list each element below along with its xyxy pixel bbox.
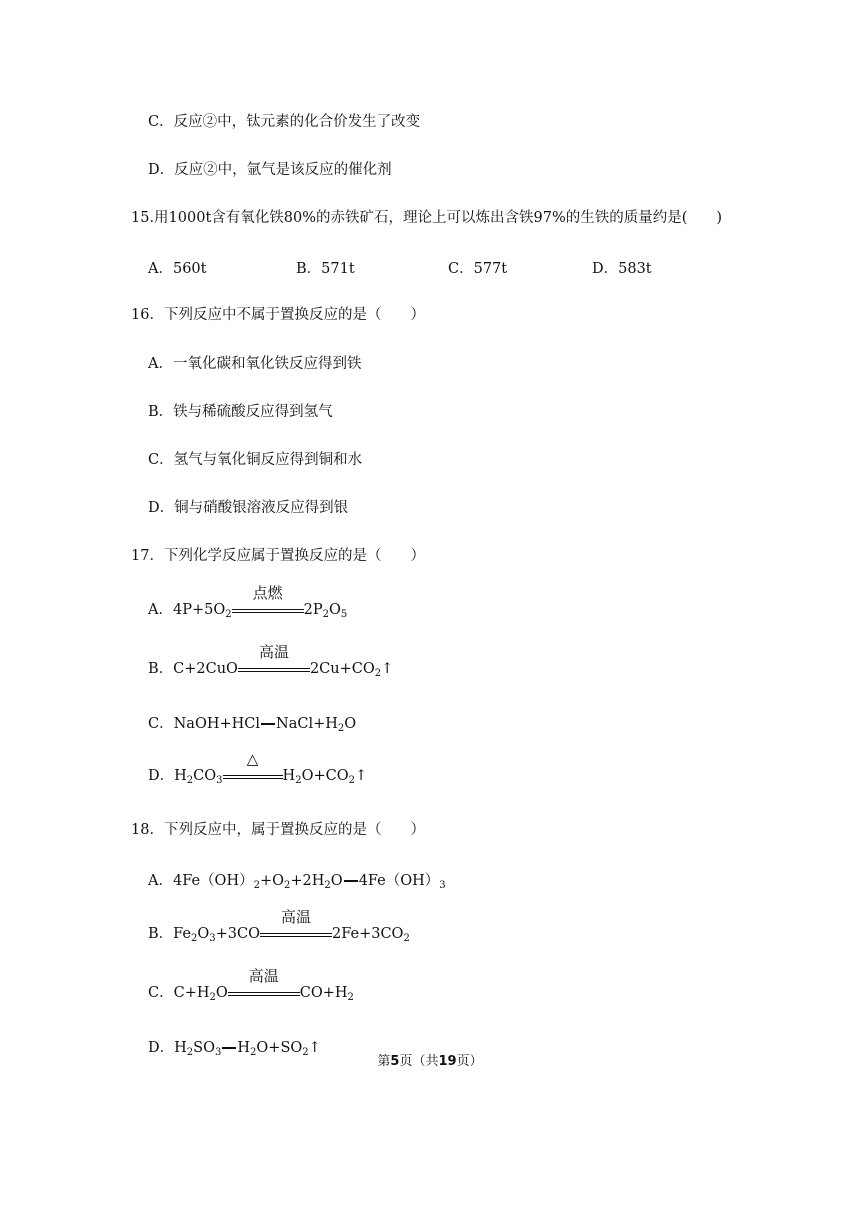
q16-stem: 16．下列反应中不属于置换反应的是（ ） bbox=[131, 307, 425, 323]
q17-option-c-label: C． bbox=[148, 716, 174, 732]
q17-option-b-label: B． bbox=[148, 661, 174, 677]
q18-option-b-products: $2Fe+3CO_2$ bbox=[332, 926, 410, 944]
q18-option-b bbox=[148, 908, 410, 944]
footer-total-pages: 19 bbox=[438, 1054, 457, 1069]
condition-label: 高温 bbox=[258, 643, 289, 661]
q15-stem: 15.用1000t含有氧化铁80%的赤铁矿石，理论上可以炼出含铁97%的生铁的质量约是( ) bbox=[131, 210, 723, 226]
q17-option-b bbox=[148, 643, 394, 679]
q18-option-a-label: A． bbox=[148, 873, 173, 889]
footer-suffix: 页） bbox=[456, 1054, 483, 1069]
q18-option-d-equation: $H_2SO_3$ $H_2O+SO_2↑$ bbox=[174, 1040, 321, 1058]
q18-option-b-reactants: $Fe_2O_3+3CO$ bbox=[173, 926, 261, 944]
q18-stem: 18．下列反应中，属于置换反应的是（ ） bbox=[131, 822, 425, 838]
condition-label: △ bbox=[246, 750, 259, 768]
q18-option-b-equals bbox=[260, 908, 332, 944]
q18-option-c bbox=[148, 967, 354, 1003]
q15-option-a: A．560t bbox=[148, 261, 207, 277]
condition-label: 高温 bbox=[281, 908, 312, 926]
q18-option-c-label: C． bbox=[148, 985, 174, 1001]
q18-option-b-label: B． bbox=[148, 926, 174, 942]
q18-option-c-equals bbox=[228, 967, 300, 1003]
q18-option-c-products: $CO+H_2$ bbox=[299, 985, 354, 1003]
q15-option-b: B．571t bbox=[296, 261, 355, 277]
q17-option-b-equals bbox=[238, 643, 310, 679]
q18-option-c-reactants: $C+H_2O$ bbox=[173, 985, 228, 1003]
q16-option-d: D．铜与硝酸银溶液反应得到银 bbox=[148, 500, 349, 516]
q17-option-b-reactants: C+2CuO bbox=[173, 661, 238, 677]
q15-option-d: D．583t bbox=[592, 261, 652, 277]
q18-option-d-label: D． bbox=[148, 1040, 175, 1056]
footer-prefix: 第 bbox=[377, 1054, 391, 1069]
q16-option-c: C．氢气与氧化铜反应得到铜和水 bbox=[148, 452, 363, 468]
condition-label: 点燃 bbox=[252, 584, 283, 602]
q17-option-d-reactants: $H_2CO_3$ bbox=[174, 768, 223, 786]
q17-option-a bbox=[148, 584, 348, 620]
q17-stem: 17．下列化学反应属于置换反应的是（ ） bbox=[131, 548, 425, 564]
page-footer bbox=[0, 1050, 860, 1069]
q14-option-d: D．反应②中，氩气是该反应的催化剂 bbox=[148, 162, 392, 178]
q17-option-d-equals bbox=[223, 750, 283, 786]
q17-option-a-equals bbox=[232, 584, 304, 620]
q17-option-c bbox=[148, 714, 356, 734]
q17-option-d-label: D． bbox=[148, 768, 175, 784]
condition-label: 高温 bbox=[248, 967, 279, 985]
footer-mid: 页（共 bbox=[399, 1054, 439, 1069]
q17-option-a-products: $2P_2O_5$ bbox=[303, 602, 348, 620]
q17-option-b-products: $2Cu+CO_2↑$ bbox=[309, 661, 394, 679]
q15-options bbox=[148, 257, 708, 277]
q14-option-c: C．反应②中，钛元素的化合价发生了改变 bbox=[148, 114, 421, 130]
q18-option-a-equation: $4Fe(OH)_2+O_2+2H_2O$ $4Fe(OH)_3$ bbox=[172, 873, 446, 891]
footer-page-number: 5 bbox=[390, 1054, 400, 1069]
q17-option-c-equation: NaOH+HCl $NaCl+H_2O$ bbox=[173, 716, 357, 734]
q17-option-d bbox=[148, 750, 368, 786]
q17-option-a-reactants: $4P+5O_2$ bbox=[172, 602, 232, 620]
q17-option-a-label: A． bbox=[148, 602, 173, 618]
q18-option-a bbox=[148, 871, 446, 891]
q15-option-c: C．577t bbox=[448, 261, 508, 277]
q17-option-d-products: $H_2O+CO_2↑$ bbox=[282, 768, 368, 786]
q16-option-a: A．一氧化碳和氧化铁反应得到铁 bbox=[148, 356, 362, 372]
q16-option-b: B．铁与稀硫酸反应得到氢气 bbox=[148, 404, 333, 420]
